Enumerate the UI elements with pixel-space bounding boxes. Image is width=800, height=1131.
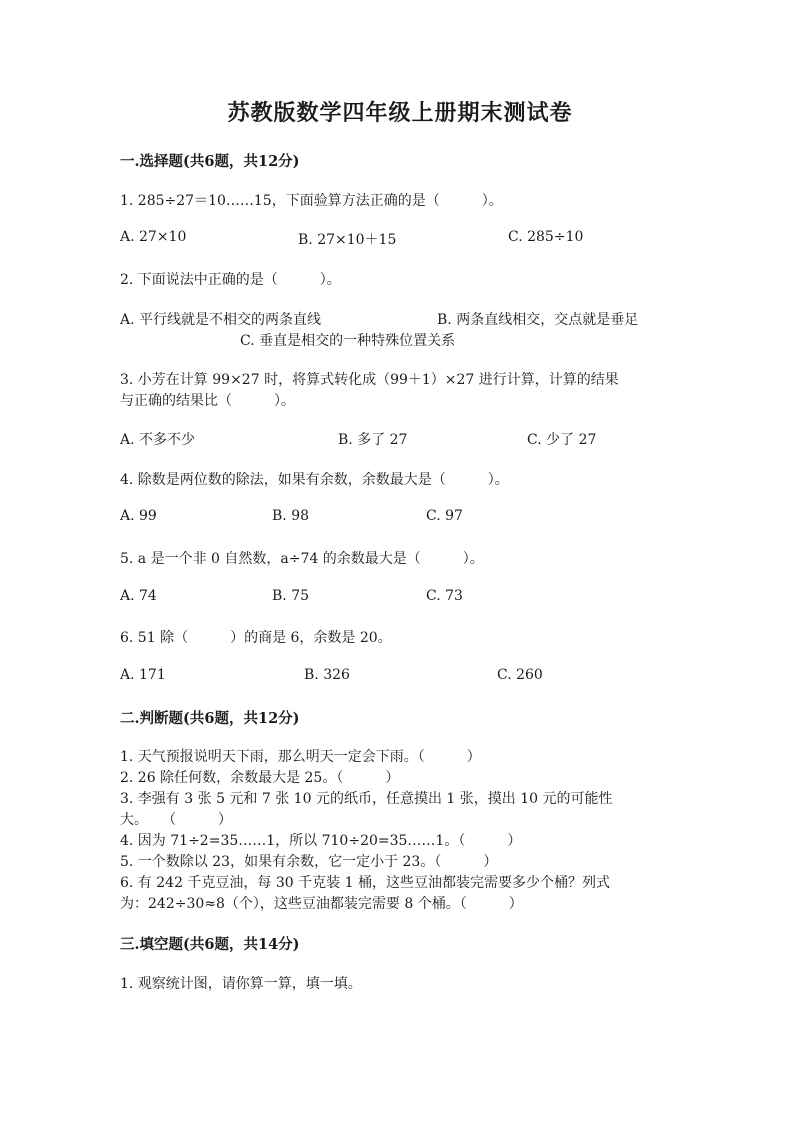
question-4-option-a: A. 99	[120, 508, 157, 524]
question-6-option-c: C. 260	[497, 667, 543, 683]
question-2-option-c: C. 垂直是相交的一种特殊位置关系	[240, 333, 456, 349]
question-3-stem-line-2: 与正确的结果比（ ）。	[120, 393, 295, 409]
section-heading-fill-in: 三.填空题(共6题，共14分)	[120, 936, 300, 953]
judge-item-5: 5. 一个数除以 23，如果有余数，它一定小于 23。（ ）	[120, 854, 498, 870]
question-3-option-c: C. 少了 27	[527, 432, 597, 448]
question-1-option-c: C. 285÷10	[508, 229, 584, 245]
judge-item-2: 2. 26 除任何数，余数最大是 25。（ ）	[120, 770, 400, 786]
question-2-stem: 2. 下面说法中正确的是（ ）。	[120, 272, 341, 288]
question-2-option-b: B. 两条直线相交，交点就是垂足	[437, 312, 639, 328]
judge-item-3-line-1: 3. 李强有 3 张 5 元和 7 张 10 元的纸币，任意摸出 1 张，摸出 10 元的可能性	[120, 791, 613, 807]
question-5-option-a: A. 74	[120, 588, 157, 604]
page-title: 苏教版数学四年级上册期末测试卷	[227, 100, 573, 126]
question-4-option-c: C. 97	[426, 508, 463, 524]
judge-item-6-line-1: 6. 有 242 千克豆油，每 30 千克装 1 桶，这些豆油都装完需要多少个桶？列式	[120, 875, 610, 891]
question-5-option-c: C. 73	[426, 588, 463, 604]
question-3-option-b: B. 多了 27	[338, 432, 408, 448]
question-6-option-a: A. 171	[120, 667, 166, 683]
fill-in-question-1: 1. 观察统计图，请你算一算，填一填。	[120, 976, 362, 992]
section-heading-multiple-choice: 一.选择题(共6题，共12分)	[120, 153, 300, 170]
question-1-option-a: A. 27×10	[120, 229, 187, 245]
question-4-option-b: B. 98	[272, 508, 310, 524]
judge-item-3-line-2: 大。 （ ）	[120, 812, 232, 828]
question-1-option-b: B. 27×10＋15	[298, 232, 397, 248]
judge-item-6-line-2: 为：242÷30≈8（个），这些豆油都装完需要 8 个桶。（ ）	[120, 896, 523, 912]
judge-item-4: 4. 因为 71÷2=35……1，所以 710÷20=35……1。（ ）	[120, 833, 522, 849]
question-6-stem: 6. 51 除（ ）的商是 6，余数是 20。	[120, 630, 392, 646]
question-2-option-a: A. 平行线就是不相交的两条直线	[120, 312, 322, 328]
judge-item-1: 1. 天气预报说明天下雨，那么明天一定会下雨。（ ）	[120, 749, 481, 765]
question-3-option-a: A. 不多不少	[120, 432, 196, 448]
question-5-stem: 5. a 是一个非 0 自然数，a÷74 的余数最大是（ ）。	[120, 551, 484, 567]
question-4-stem: 4. 除数是两位数的除法，如果有余数，余数最大是（ ）。	[120, 472, 509, 488]
question-6-option-b: B. 326	[304, 667, 350, 683]
section-heading-true-false: 二.判断题(共6题，共12分)	[120, 710, 300, 727]
question-5-option-b: B. 75	[272, 588, 310, 604]
question-3-stem-line-1: 3. 小芳在计算 99×27 时，将算式转化成（99＋1）×27 进行计算，计算的结果	[120, 372, 619, 388]
question-1-stem: 1. 285÷27＝10……15，下面验算方法正确的是（ ）。	[120, 193, 503, 209]
